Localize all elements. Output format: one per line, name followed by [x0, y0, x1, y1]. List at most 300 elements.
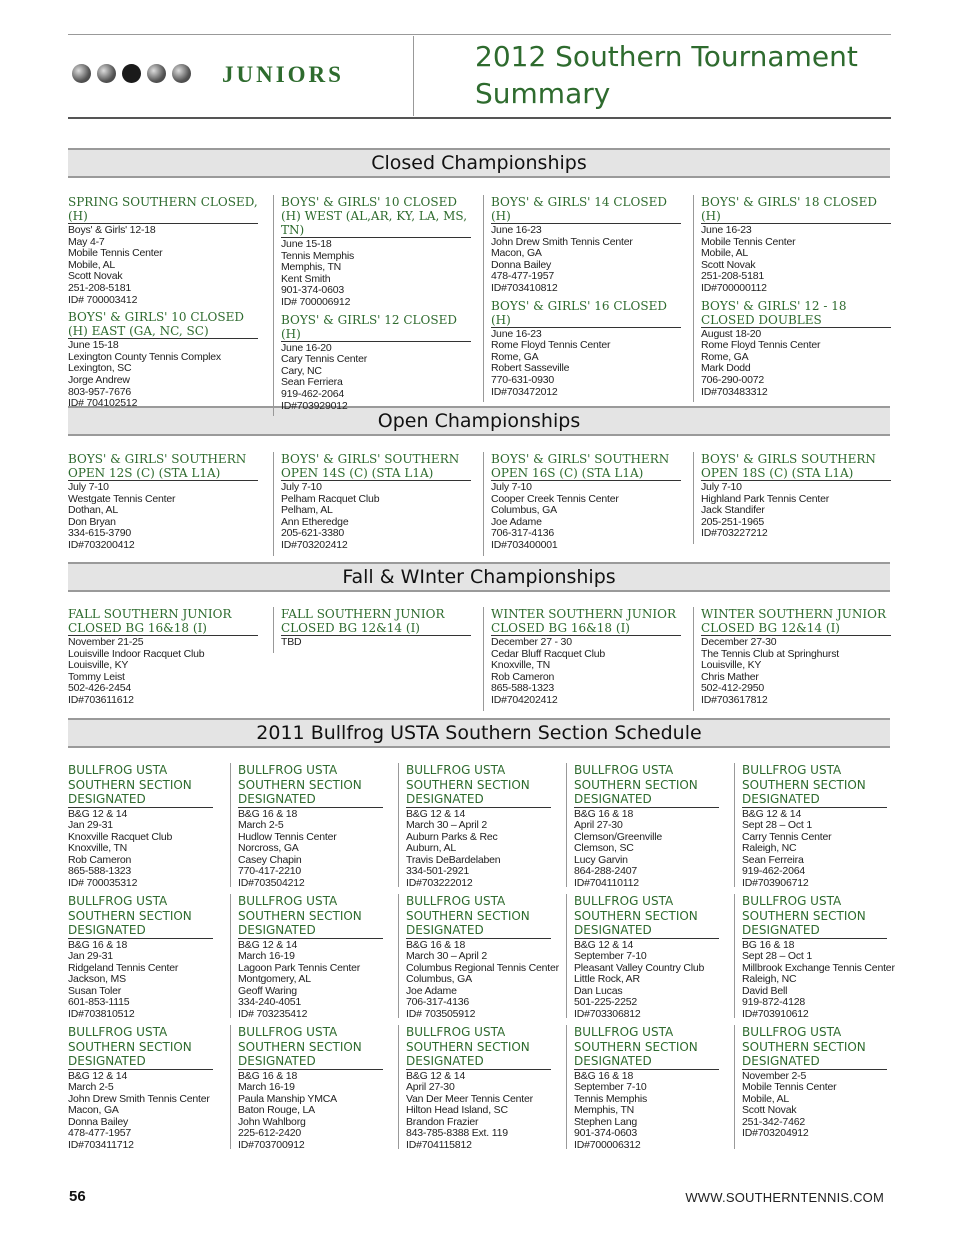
event-detail-line: ID#703700912	[238, 1139, 305, 1152]
event-detail-line: 205-251-1965	[701, 515, 764, 528]
event-details	[238, 809, 390, 890]
event-detail-line: Paula Manship YMCA	[238, 1092, 337, 1105]
event-detail-line: 843-785-8388 Ext. 119	[406, 1127, 508, 1140]
event-detail-line: ID# 700035312	[68, 877, 138, 890]
event-detail-line: 706-317-4136	[491, 527, 554, 540]
open-column	[483, 452, 681, 556]
event-detail-line: ID# 700006912	[281, 295, 351, 308]
event-detail-line: Sean Ferreira	[742, 853, 804, 866]
closed-column	[273, 195, 471, 416]
page-number: 56	[69, 1188, 86, 1205]
event-detail-line: Rome, GA	[701, 350, 749, 363]
event-detail-line: 251-208-5181	[701, 270, 764, 283]
event-detail-line: ID#700006312	[574, 1139, 641, 1152]
event-detail-line: Sept 28 – Oct 1	[742, 819, 812, 832]
event-detail-line: Pleasant Valley Country Club	[574, 961, 705, 974]
event-detail-line: ID#703400001	[491, 538, 558, 551]
event-detail-line: ID# 704102512	[68, 397, 138, 410]
event-title: BULLFROG USTA SOUTHERN SECTION DESIGNATED	[742, 763, 887, 808]
event-entry	[281, 195, 471, 309]
event-detail-line: B&G 12 & 14	[68, 807, 128, 820]
event-detail-line: ID#703611612	[68, 693, 134, 706]
event-detail-line: Mobile, AL	[701, 247, 749, 260]
event-detail-line: 864-288-2407	[574, 865, 637, 878]
event-details	[742, 940, 894, 1021]
event-entry	[491, 607, 681, 707]
event-title: BULLFROG USTA SOUTHERN SECTION DESIGNATED	[238, 763, 383, 808]
ball-icon	[97, 64, 116, 83]
event-detail-line: September 7-10	[574, 1081, 647, 1094]
event-detail-line: Scott Novak	[68, 270, 123, 283]
event-details	[491, 329, 681, 399]
event-title: BULLFROG USTA SOUTHERN SECTION DESIGNATED	[406, 763, 551, 808]
event-detail-line: 251-208-5181	[68, 281, 131, 294]
event-details	[281, 482, 471, 552]
event-detail-line: Knoxville, TN	[68, 842, 128, 855]
event-entry	[68, 310, 258, 410]
event-detail-line: Brandon Frazier	[406, 1115, 479, 1128]
event-detail-line: Dan Lucas	[574, 984, 623, 997]
bullfrog-entry	[734, 894, 895, 1021]
event-detail-line: Tennis Memphis	[574, 1092, 648, 1105]
event-details	[68, 340, 258, 410]
event-detail-line: July 7-10	[491, 481, 532, 493]
event-detail-line: John Wahlborg	[238, 1115, 306, 1128]
event-detail-line: Knoxville Racquet Club	[68, 830, 173, 843]
event-detail-line: June 16-23	[491, 327, 542, 340]
event-details	[406, 809, 558, 890]
event-details	[574, 1071, 726, 1152]
ball-icon	[122, 64, 141, 83]
footer-url[interactable]: WWW.SOUTHERNTENNIS.COM	[685, 1190, 884, 1205]
event-detail-line: 478-477-1957	[491, 270, 554, 283]
event-title: BOYS' & GIRLS' 12 CLOSED (H)	[281, 313, 471, 342]
event-entry	[406, 763, 558, 890]
event-title: BULLFROG USTA SOUTHERN SECTION DESIGNATED	[742, 1025, 887, 1070]
event-details	[491, 637, 681, 707]
event-details	[406, 1071, 558, 1152]
event-detail-line: Hudlow Tennis Center	[238, 830, 337, 843]
event-detail-line: April 27-30	[574, 819, 623, 832]
event-detail-line: 919-872-4128	[742, 996, 805, 1009]
event-title: BOYS' & GIRLS' SOUTHERN OPEN 16S (C) (STA L1A)	[491, 452, 681, 481]
event-detail-line: ID#703204912	[742, 1127, 809, 1140]
event-detail-line: April 27-30	[406, 1081, 455, 1094]
event-detail-line: ID#703910612	[742, 1008, 809, 1021]
event-detail-line: Cooper Creek Tennis Center	[491, 492, 619, 505]
ball-icon	[72, 64, 91, 83]
event-detail-line: Jorge Andrew	[68, 373, 130, 386]
event-details	[701, 329, 891, 399]
event-detail-line: November 2-5	[742, 1069, 807, 1082]
event-detail-line: ID#704110112	[574, 877, 639, 890]
bullfrog-entry	[68, 763, 220, 890]
event-title: BULLFROG USTA SOUTHERN SECTION DESIGNATED	[68, 894, 213, 939]
event-detail-line: B&G 16 & 18	[238, 1069, 298, 1082]
event-entry	[238, 1025, 390, 1152]
event-detail-line: B&G 12 & 14	[406, 1069, 466, 1082]
event-details	[701, 482, 891, 540]
closed-column	[693, 195, 891, 402]
event-detail-line: Lucy Garvin	[574, 853, 628, 866]
event-title: BULLFROG USTA SOUTHERN SECTION DESIGNATED	[742, 894, 887, 939]
event-detail-line: Rome Floyd Tennis Center	[701, 339, 821, 352]
event-detail-line: Columbus, GA	[491, 504, 557, 517]
event-detail-line: ID#703906712	[742, 877, 809, 890]
ball-icon	[172, 64, 191, 83]
event-detail-line: June 15-18	[68, 339, 119, 352]
closed-column	[68, 195, 258, 414]
event-details	[701, 225, 891, 295]
event-detail-line: ID#703483312	[701, 385, 768, 398]
event-detail-line: 251-342-7462	[742, 1115, 805, 1128]
event-detail-line: Raleigh, NC	[742, 842, 797, 855]
bullfrog-entry	[734, 1025, 894, 1149]
event-detail-line: 205-621-3380	[281, 527, 344, 540]
event-details	[491, 225, 681, 295]
event-detail-line: December 27 - 30	[491, 636, 572, 648]
event-entry	[238, 763, 390, 890]
bullfrog-entry	[566, 894, 726, 1021]
event-detail-line: ID#703410812	[491, 281, 558, 294]
event-details	[281, 343, 471, 413]
event-details	[68, 940, 220, 1021]
event-detail-line: ID#703306812	[574, 1008, 641, 1021]
event-detail-line: Jan 29-31	[68, 950, 113, 963]
event-detail-line: ID#703472012	[491, 385, 558, 398]
bullfrog-entry	[230, 894, 390, 1021]
header-top-rule	[68, 34, 891, 35]
event-detail-line: B&G 12 & 14	[68, 1069, 128, 1082]
header-bottom-rule	[68, 117, 891, 119]
event-detail-line: 919-462-2064	[742, 865, 805, 878]
event-title: BULLFROG USTA SOUTHERN SECTION DESIGNATED	[68, 1025, 213, 1070]
event-detail-line: ID#703504212	[238, 877, 305, 890]
event-detail-line: Joe Adame	[406, 984, 457, 997]
event-detail-line: ID# 703505912	[406, 1008, 476, 1021]
event-detail-line: B&G 16 & 18	[68, 938, 128, 951]
event-detail-line: Rome, GA	[491, 350, 539, 363]
event-details	[238, 1071, 390, 1152]
event-entry	[742, 763, 894, 890]
event-detail-line: Clemson, SC	[574, 842, 634, 855]
bullfrog-entry	[68, 1025, 220, 1152]
event-title: SPRING SOUTHERN CLOSED, (H)	[68, 195, 258, 223]
event-detail-line: Little Rock, AR	[574, 973, 640, 986]
event-detail-line: Carry Tennis Center	[742, 830, 832, 843]
event-detail-line: The Tennis Club at Springhurst	[701, 647, 839, 660]
event-details	[406, 940, 558, 1021]
header-divider	[413, 36, 414, 116]
event-entry	[68, 195, 258, 306]
event-entry	[68, 1025, 220, 1152]
event-detail-line: 706-317-4136	[406, 996, 469, 1009]
event-detail-line: Columbus Regional Tennis Center	[406, 961, 559, 974]
event-detail-line: Rob Cameron	[68, 853, 132, 866]
event-title: BOYS' & GIRLS' 12 - 18 CLOSED DOUBLES	[701, 299, 891, 328]
event-entry	[491, 452, 681, 552]
event-title: BOYS' & GIRLS' 14 CLOSED (H)	[491, 195, 681, 224]
event-entry	[574, 894, 726, 1021]
event-detail-line: May 4-7	[68, 235, 105, 248]
brand-label: JUNIORS	[222, 62, 344, 87]
event-title: BOYS' & GIRLS' SOUTHERN OPEN 12S (C) (STA L1A)	[68, 452, 258, 481]
event-title: FALL SOUTHERN JUNIOR CLOSED BG 12&14 (I)	[281, 607, 471, 636]
bullfrog-entry	[230, 1025, 390, 1152]
event-detail-line: Ann Etheredge	[281, 515, 349, 528]
event-detail-line: Hilton Head Island, SC	[406, 1104, 508, 1117]
event-detail-line: Tennis Memphis	[281, 249, 355, 262]
section-bullfrog-heading: 2011 Bullfrog USTA Southern Section Schedule	[68, 718, 890, 748]
bullfrog-entry	[230, 763, 390, 890]
event-details	[68, 482, 258, 552]
event-detail-line: Highland Park Tennis Center	[701, 492, 830, 505]
event-detail-line: Ridgeland Tennis Center	[68, 961, 179, 974]
event-entry	[238, 894, 390, 1021]
page-title: 2012 Southern Tournament Summary	[475, 40, 858, 110]
event-title: WINTER SOUTHERN JUNIOR CLOSED BG 12&14 (I)	[701, 607, 891, 636]
event-detail-line: Jan 29-31	[68, 819, 113, 832]
event-detail-line: March 30 – April 2	[406, 819, 488, 832]
event-detail-line: John Drew Smith Tennis Center	[68, 1092, 210, 1105]
event-detail-line: Susan Toler	[68, 984, 122, 997]
event-title: BULLFROG USTA SOUTHERN SECTION DESIGNATED	[406, 1025, 551, 1070]
bullfrog-entry	[566, 763, 726, 890]
bullfrog-entry	[566, 1025, 726, 1152]
bullfrog-entry	[734, 763, 894, 890]
event-title: BULLFROG USTA SOUTHERN SECTION DESIGNATED	[238, 894, 383, 939]
event-detail-line: Louisville Indoor Racquet Club	[68, 647, 205, 660]
event-entry	[701, 195, 891, 295]
event-detail-line: Auburn Parks & Rec	[406, 830, 498, 843]
event-detail-line: Macon, GA	[491, 247, 542, 260]
event-entry	[701, 452, 891, 540]
event-detail-line: Mobile Tennis Center	[68, 247, 163, 260]
event-detail-line: 334-615-3790	[68, 527, 131, 540]
event-title: FALL SOUTHERN JUNIOR CLOSED BG 16&18 (I)	[68, 607, 258, 636]
event-detail-line: 770-417-2210	[238, 865, 301, 878]
event-detail-line: Donna Bailey	[68, 1115, 129, 1128]
event-detail-line: March 2-5	[238, 819, 284, 832]
event-detail-line: Jack Standifer	[701, 504, 765, 517]
event-details	[281, 637, 471, 649]
event-title: BULLFROG USTA SOUTHERN SECTION DESIGNATED	[574, 894, 719, 939]
event-detail-line: BG 16 & 18	[742, 938, 795, 951]
event-detail-line: Travis DeBardelaben	[406, 853, 501, 866]
event-detail-line: Memphis, TN	[281, 261, 342, 274]
event-entry	[406, 1025, 558, 1152]
event-title: BULLFROG USTA SOUTHERN SECTION DESIGNATED	[574, 763, 719, 808]
event-detail-line: Joe Adame	[491, 515, 542, 528]
event-detail-line: 901-374-0603	[281, 284, 344, 297]
event-detail-line: Cary Tennis Center	[281, 353, 368, 366]
event-detail-line: Louisville, KY	[68, 659, 129, 672]
event-title: WINTER SOUTHERN JUNIOR CLOSED BG 16&18 (I)	[491, 607, 681, 636]
event-entry	[281, 607, 471, 649]
event-detail-line: David Bell	[742, 984, 788, 997]
event-detail-line: Mobile, AL	[742, 1092, 790, 1105]
event-detail-line: Baton Rouge, LA	[238, 1104, 315, 1117]
bullfrog-entry	[398, 763, 558, 890]
event-detail-line: Stephen Lang	[574, 1115, 637, 1128]
event-title: BOYS' & GIRLS' 16 CLOSED (H)	[491, 299, 681, 328]
event-entry	[68, 607, 258, 707]
event-detail-line: 919-462-2064	[281, 387, 344, 400]
event-detail-line: 334-240-4051	[238, 996, 301, 1009]
event-details	[701, 637, 891, 707]
event-details	[68, 1071, 220, 1152]
event-detail-line: Scott Novak	[742, 1104, 797, 1117]
event-detail-line: March 16-19	[238, 1081, 295, 1094]
event-detail-line: Mobile Tennis Center	[701, 235, 796, 248]
open-column	[273, 452, 471, 556]
event-entry	[742, 1025, 894, 1140]
event-detail-line: B&G 12 & 14	[406, 807, 466, 820]
event-details	[574, 809, 726, 890]
event-details	[68, 637, 258, 707]
event-detail-line: Mobile Tennis Center	[742, 1081, 837, 1094]
open-column	[693, 452, 891, 544]
event-detail-line: June 16-23	[701, 224, 752, 236]
event-detail-line: B&G 16 & 18	[574, 1069, 634, 1082]
event-detail-line: Robert Sasseville	[491, 362, 570, 375]
event-detail-line: Lexington, SC	[68, 362, 132, 375]
fall-column	[273, 607, 471, 653]
event-detail-line: Dothan, AL	[68, 504, 118, 517]
event-detail-line: TBD	[281, 636, 302, 648]
event-detail-line: Raleigh, NC	[742, 973, 797, 986]
event-detail-line: ID#703411712	[68, 1139, 134, 1152]
event-detail-line: B&G 12 & 14	[574, 938, 634, 951]
event-detail-line: B&G 12 & 14	[238, 938, 298, 951]
section-closed-heading: Closed Championships	[68, 148, 890, 178]
event-details	[574, 940, 726, 1021]
event-detail-line: B&G 16 & 18	[406, 938, 466, 951]
event-detail-line: Cary, NC	[281, 364, 322, 377]
event-detail-line: Louisville, KY	[701, 659, 762, 672]
event-detail-line: July 7-10	[281, 481, 322, 493]
event-detail-line: Tommy Leist	[68, 670, 125, 683]
bullfrog-entry	[398, 894, 559, 1021]
event-detail-line: 501-225-2252	[574, 996, 637, 1009]
event-detail-line: B&G 16 & 18	[574, 807, 634, 820]
fall-column	[693, 607, 891, 711]
open-column	[68, 452, 258, 556]
event-detail-line: Scott Novak	[701, 258, 756, 271]
event-detail-line: ID#703200412	[68, 538, 135, 551]
event-entry	[742, 894, 894, 1021]
event-detail-line: 865-588-1323	[68, 865, 131, 878]
event-entry	[574, 763, 726, 890]
event-detail-line: Columbus, GA	[406, 973, 472, 986]
event-detail-line: 478-477-1957	[68, 1127, 131, 1140]
event-title: BULLFROG USTA SOUTHERN SECTION DESIGNATED	[406, 894, 551, 939]
event-entry	[68, 763, 220, 890]
event-entry	[406, 894, 558, 1021]
event-entry	[281, 452, 471, 552]
event-detail-line: June 16-23	[491, 224, 542, 236]
event-entry	[281, 313, 471, 413]
event-detail-line: 770-631-0930	[491, 373, 554, 386]
fall-column	[68, 607, 258, 711]
event-details	[68, 809, 220, 890]
event-detail-line: ID#704202412	[491, 693, 558, 706]
event-title: BOYS' & GIRLS' 10 CLOSED (H) EAST (GA, NC, SC)	[68, 310, 258, 339]
event-detail-line: Pelham, AL	[281, 504, 333, 517]
event-detail-line: Chris Mather	[701, 670, 759, 683]
event-detail-line: B&G 12 & 14	[742, 807, 802, 820]
event-entry	[491, 299, 681, 399]
fall-column	[483, 607, 681, 711]
event-detail-line: 706-290-0072	[701, 373, 764, 386]
event-detail-line: B&G 16 & 18	[238, 807, 298, 820]
event-detail-line: Boys' & Girls' 12-18	[68, 224, 156, 236]
tennis-balls-logo	[72, 64, 191, 83]
event-detail-line: Westgate Tennis Center	[68, 492, 176, 505]
event-detail-line: November 21-25	[68, 636, 144, 648]
event-entry	[574, 1025, 726, 1152]
event-entry	[68, 452, 258, 552]
event-detail-line: July 7-10	[68, 481, 109, 493]
event-detail-line: June 16-20	[281, 341, 332, 354]
event-detail-line: June 15-18	[281, 238, 332, 250]
event-detail-line: Don Bryan	[68, 515, 116, 528]
event-detail-line: Pelham Racquet Club	[281, 492, 380, 505]
section-open-heading: Open Championships	[68, 406, 890, 436]
ball-icon	[147, 64, 166, 83]
event-detail-line: 901-374-0603	[574, 1127, 637, 1140]
event-detail-line: 502-412-2950	[701, 682, 764, 695]
bullfrog-entry	[68, 894, 220, 1021]
event-detail-line: Lagoon Park Tennis Center	[238, 961, 361, 974]
event-detail-line: Sept 28 – Oct 1	[742, 950, 812, 963]
event-detail-line: Kent Smith	[281, 272, 331, 285]
event-entry	[68, 894, 220, 1021]
event-detail-line: ID#703617812	[701, 693, 768, 706]
event-detail-line: Auburn, AL	[406, 842, 456, 855]
event-details	[742, 1071, 894, 1141]
event-detail-line: Cedar Bluff Racquet Club	[491, 647, 606, 660]
event-details	[742, 809, 894, 890]
event-detail-line: December 27-30	[701, 636, 777, 648]
event-title: BOYS' & GIRLS' 18 CLOSED (H)	[701, 195, 891, 224]
event-detail-line: ID# 700003412	[68, 293, 138, 306]
event-detail-line: September 7-10	[574, 950, 647, 963]
event-detail-line: ID#703227212	[701, 527, 768, 540]
event-detail-line: ID#700000112	[701, 281, 767, 294]
event-detail-line: Mark Dodd	[701, 362, 751, 375]
event-detail-line: Knoxville, TN	[491, 659, 551, 672]
bullfrog-entry	[398, 1025, 558, 1152]
event-detail-line: 865-588-1323	[491, 682, 554, 695]
event-detail-line: Sean Ferriera	[281, 376, 343, 389]
event-detail-line: Rome Floyd Tennis Center	[491, 339, 611, 352]
event-title: BOYS' & GIRLS' SOUTHERN OPEN 14S (C) (STA L1A)	[281, 452, 471, 481]
event-detail-line: March 30 – April 2	[406, 950, 488, 963]
event-title: BOYS' & GIRLS SOUTHERN OPEN 18S (C) (STA L1A)	[701, 452, 891, 481]
event-detail-line: Donna Bailey	[491, 258, 552, 271]
event-details	[238, 940, 390, 1021]
event-details	[491, 482, 681, 552]
event-detail-line: 601-853-1115	[68, 996, 130, 1009]
event-entry	[701, 299, 891, 399]
event-title: BULLFROG USTA SOUTHERN SECTION DESIGNATED	[574, 1025, 719, 1070]
event-detail-line: March 2-5	[68, 1081, 114, 1094]
event-detail-line: ID#703929012	[281, 399, 348, 412]
event-detail-line: Lexington County Tennis Complex	[68, 350, 221, 363]
event-detail-line: John Drew Smith Tennis Center	[491, 235, 633, 248]
event-detail-line: Casey Chapin	[238, 853, 302, 866]
